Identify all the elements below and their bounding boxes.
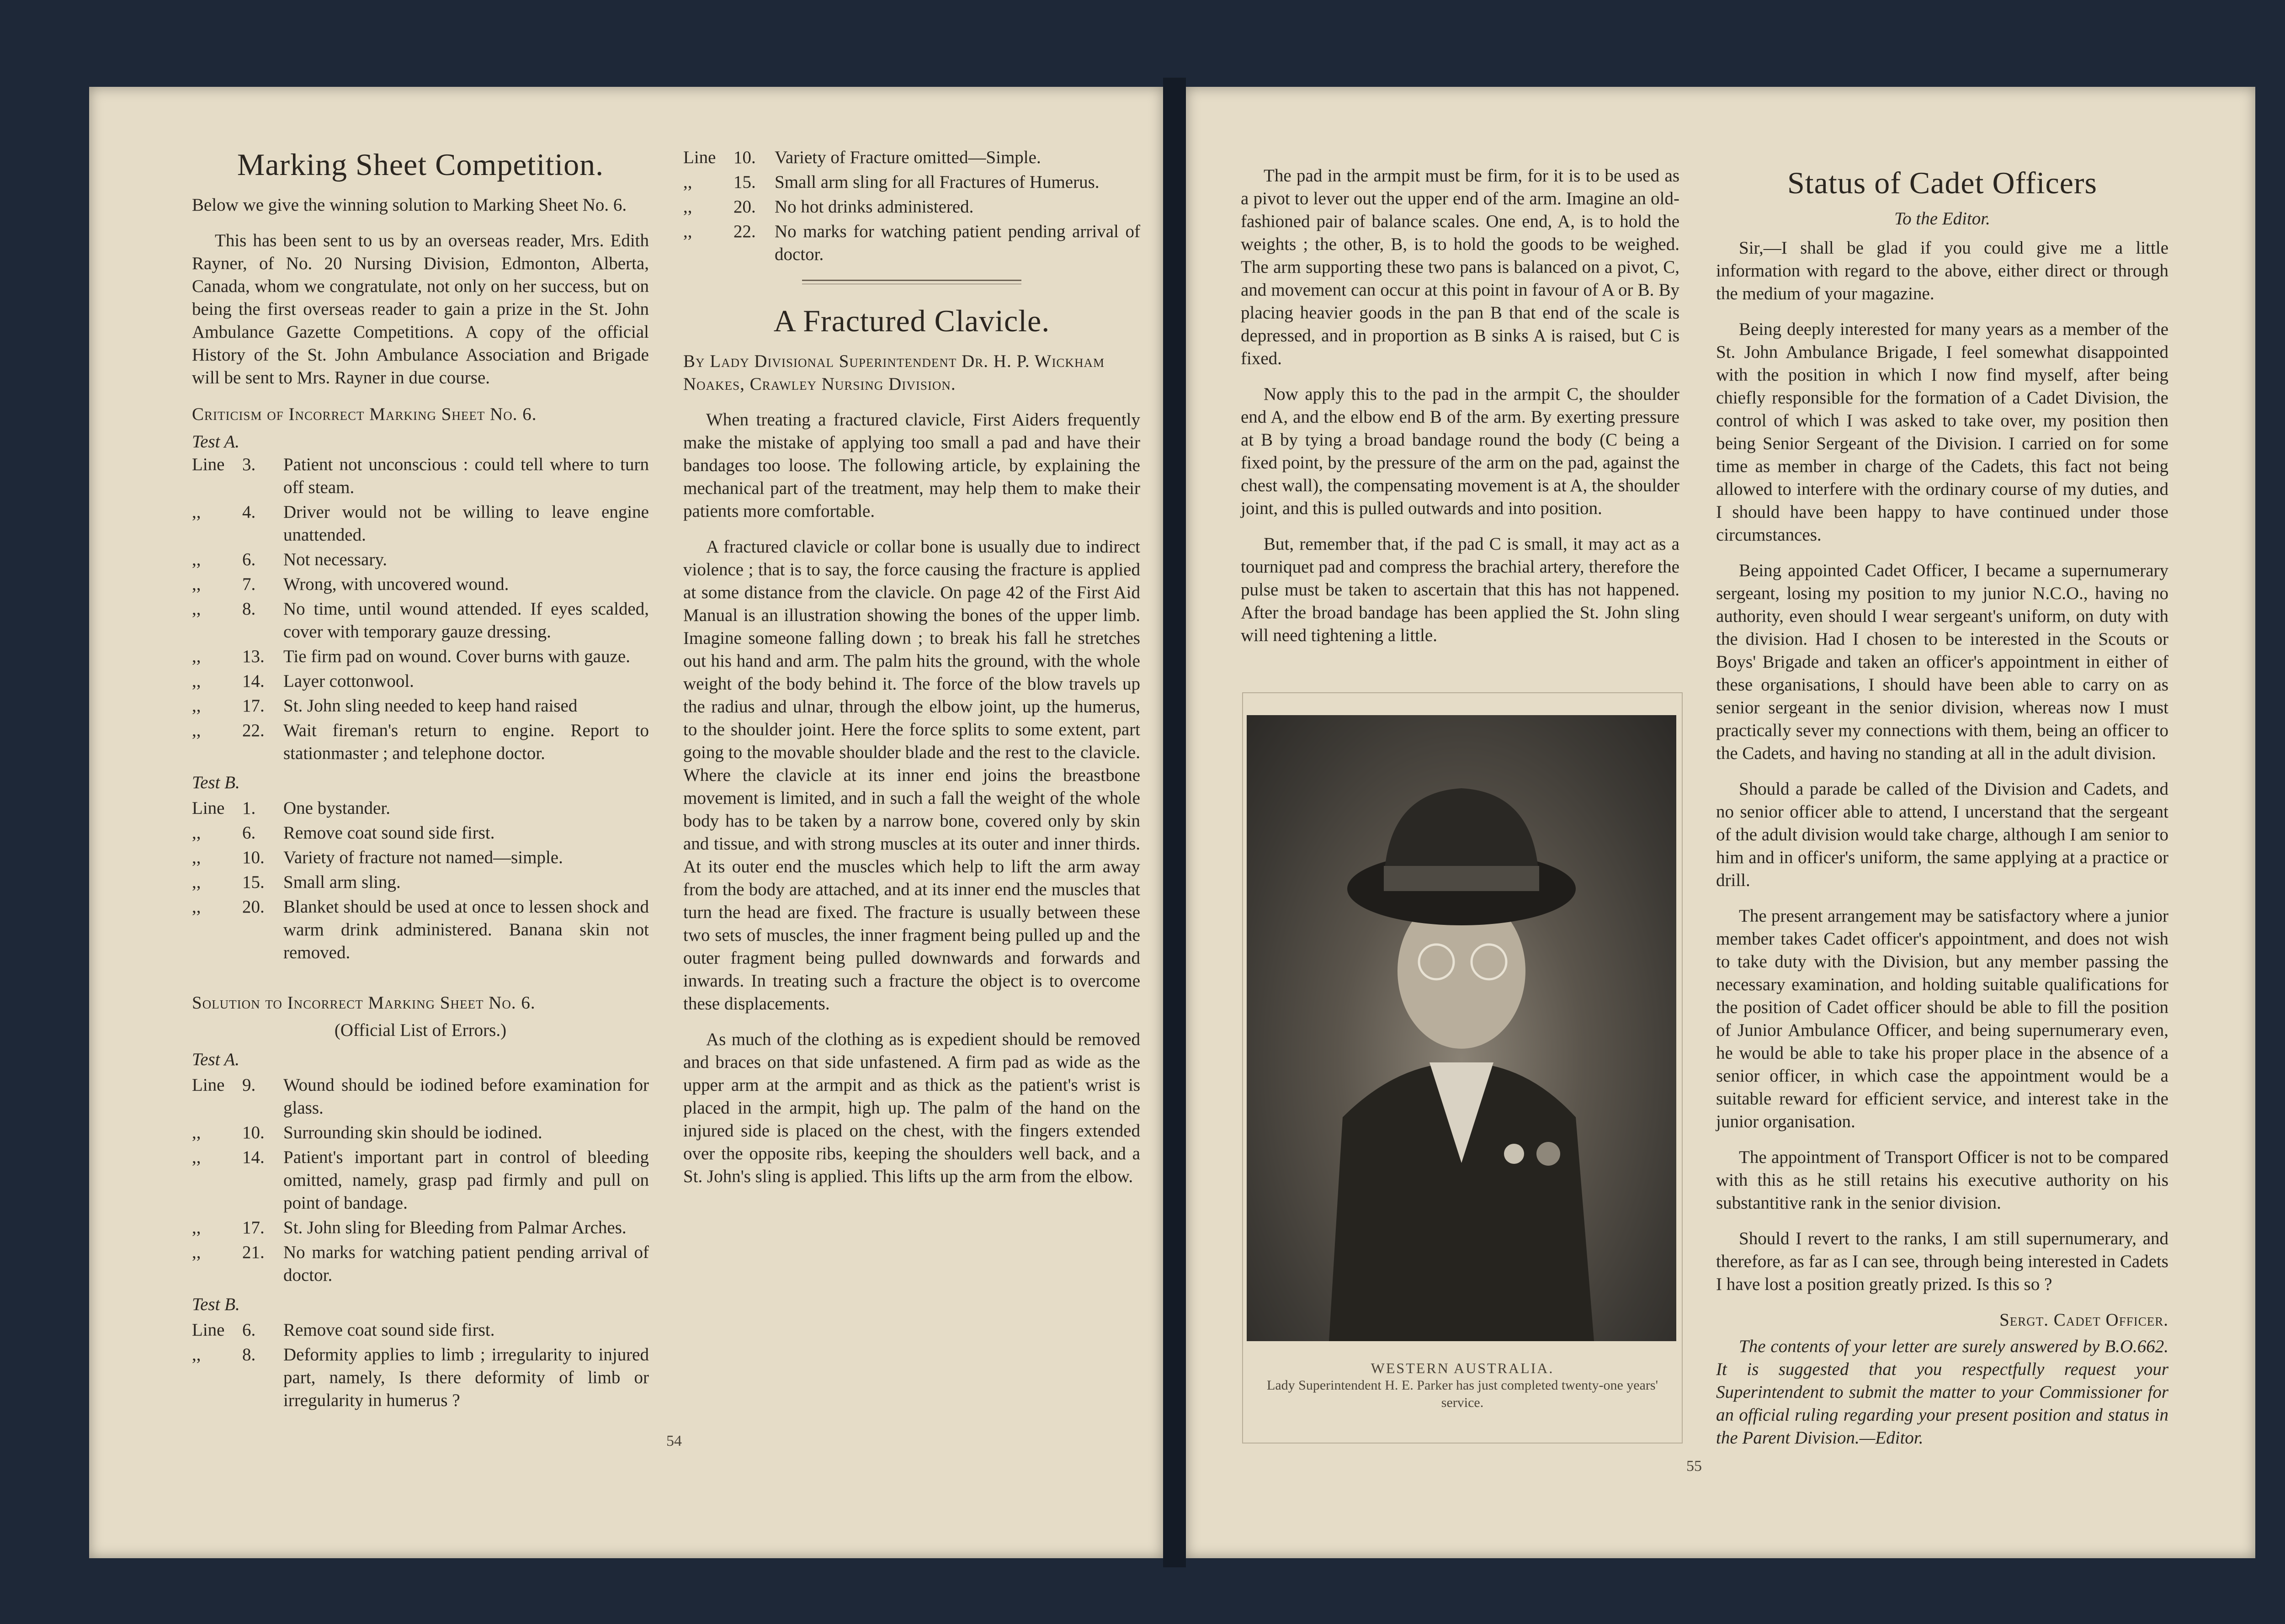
list-item xyxy=(192,797,649,820)
list-item xyxy=(192,645,649,668)
item-text: Patient's important part in control of bleeding omitted, namely, grasp pad firmly and pull on point of bandage. xyxy=(283,1147,649,1213)
page-number-right: 55 xyxy=(1686,1458,1702,1475)
item-number: 7. xyxy=(242,574,256,594)
item-number: 22. xyxy=(242,721,265,740)
item-number: 10. xyxy=(733,148,756,167)
line-prefix: ,, xyxy=(192,574,201,594)
clavicle-paragraph-3: As much of the clothing as is expedient should be removed and braces on that side unfastened. A firm pad as wide as the upper arm at the armpit and as thick as the patient's wrist is placed in the armpit, high up. The palm of the hand on the injured side is placed on the chest, with the fingers extended over the opposite ribs, keeping the shoulders well back, and a St. John's sling is applied. This lifts up the arm from the elbow. xyxy=(683,1030,1140,1186)
clavicle-title: A Fractured Clavicle. xyxy=(773,303,1050,338)
item-number: 14. xyxy=(242,1147,265,1167)
item-text: No hot drinks administered. xyxy=(775,197,974,217)
left-column-1 xyxy=(192,146,649,1414)
status-paragraph-2: Being deeply interested for many years as a member of the St. John Ambulance Brigade, I feel somewhat disappointed with the position in which I now find myself, after being chiefly responsible for the formation of a Cadet Division, the control of which I was asked to take over, my position then being Senior Sergeant of the Division. I carried on for some time as member in charge of the Cadets, this fact not being allowed to interfere with the ordinary course of my duties, and I should have been happy to have continued under those circumstances. xyxy=(1716,319,2168,545)
item-number: 17. xyxy=(242,696,265,716)
item-text: Patient not unconscious : could tell where to turn off steam. xyxy=(283,455,649,497)
item-number: 22. xyxy=(733,222,756,241)
item-number: 20. xyxy=(242,897,265,917)
list-item xyxy=(192,846,649,869)
line-prefix: ,, xyxy=(683,222,692,241)
list-item xyxy=(192,1241,649,1287)
clavicle-paragraph-2: A fractured clavicle or collar bone is usually due to indirect violence ; that is to say, the force causing the fracture is applied at some distance from the clavicle. On page 42 of the First Aid Manual is an illustration showing the bones of the upper limb. Imagine someone falling down ; to break his fall he stretches out his hand and arm. The palm hits the ground, with the whole weight of the body behind it. The force of the blow travels up the radius and ulnar, through the elbow joint, up the humerus, to the shoulder joint. Here the force splits to some extent, part going to the movable shoulder blade and the rest to the clavicle. Where the clavicle at its inner end joins the breastbone movement is limited, and in such a fall the weight of the whole body has to be taken by a narrow bone, covered only by skin and tissue, and with strong muscles at its outer and inner thirds. At its outer end the muscles which help to lift the arm away from the body are attached, and at its inner end the muscles that turn the head are fixed. The fracture is usually between these two sets of muscles, the inner fragment being pulled up and the outer fragment being pulled downwards and forwards and inwards. In treating such a fracture the object is to overcome these displacements. xyxy=(683,537,1140,1014)
status-paragraph-7: Should I revert to the ranks, I am still supernumerary, and therefore, as far as I can see, through being interested in Cadets I have lost a position greatly prized. Is this so ? xyxy=(1716,1229,2168,1294)
item-text: Tie firm pad on wound. Cover burns with gauze. xyxy=(283,647,630,666)
item-text: Deformity applies to limb ; irregularity to injured part, namely, Is there deformity of limb or irregularity in humerus ? xyxy=(283,1345,649,1410)
line-prefix: Line xyxy=(192,455,225,474)
item-text: Small arm sling. xyxy=(283,872,401,892)
line-prefix: ,, xyxy=(192,647,201,666)
letter-signoff: Sergt. Cadet Officer. xyxy=(1999,1310,2168,1330)
item-text: Remove coat sound side first. xyxy=(283,1320,495,1340)
line-prefix: Line xyxy=(192,1075,225,1095)
item-text: Variety of Fracture omitted—Simple. xyxy=(775,148,1041,167)
line-prefix: ,, xyxy=(192,1218,201,1237)
clavicle-paragraph-1: When treating a fractured clavicle, First Aiders frequently make the mistake of applying too small a pad and have their bandages too loose. The following article, by explaining the mechanical part of the treatment, may help them to make their patients more comfortable. xyxy=(683,410,1140,521)
list-item xyxy=(192,719,649,765)
test-b-label: Test B. xyxy=(192,773,240,792)
item-number: 15. xyxy=(733,172,756,192)
solution-continued-list xyxy=(683,146,1140,266)
solution-test-a-list xyxy=(192,1074,649,1287)
list-item xyxy=(192,1319,649,1342)
list-item xyxy=(192,822,649,844)
portrait-illustration xyxy=(1247,715,1676,1341)
line-prefix: Line xyxy=(192,798,225,818)
marking-intro-2: This has been sent to us by an overseas reader, Mrs. Edith Rayner, of No. 20 Nursing Division, Edmonton, Alberta, Canada, whom we congratulate, not only on her success, but on being the first overseas reader to gain a prize in the St. John Ambulance Gazette Competitions. A copy of the official History of the St. John Ambulance Association and Brigade will be sent to Mrs. Rayner in due course. xyxy=(192,231,649,387)
line-prefix: ,, xyxy=(192,1242,201,1262)
solution-subheading: (Official List of Errors.) xyxy=(334,1020,507,1040)
item-text: Wound should be iodined before examination for glass. xyxy=(283,1075,649,1118)
item-number: 1. xyxy=(242,798,256,818)
item-text: Driver would not be willing to leave engine unattended. xyxy=(283,502,649,545)
line-prefix: ,, xyxy=(192,848,201,867)
line-prefix: ,, xyxy=(192,823,201,843)
item-text: Blanket should be used at once to lessen shock and warm drink administered. Banana skin not removed. xyxy=(283,897,649,962)
line-prefix: ,, xyxy=(683,197,692,217)
item-number: 13. xyxy=(242,647,265,666)
item-number: 9. xyxy=(242,1075,256,1095)
line-prefix: ,, xyxy=(192,872,201,892)
item-number: 6. xyxy=(242,823,256,843)
caption-text: Lady Superintendent H. E. Parker has just completed twenty-one years' service. xyxy=(1267,1378,1658,1410)
list-item xyxy=(192,548,649,571)
item-number: 4. xyxy=(242,502,256,522)
clavicle-cont-paragraph-2: Now apply this to the pad in the armpit C, the shoulder end A, and the elbow end B of the arm. By exerting pressure at B by tying a broad bandage round the body (C being a fixed point, by the pressure of the arm on the pad, against the chest wall), the compensating movement is at A, the shoulder joint, and this is pulled outwards and into position. xyxy=(1241,384,1679,518)
section-divider xyxy=(802,280,1021,284)
item-text: No marks for watching patient pending arrival of doctor. xyxy=(775,222,1140,264)
list-item xyxy=(683,220,1140,266)
list-item xyxy=(192,1343,649,1412)
test-b-list xyxy=(192,797,649,964)
marking-intro-1: Below we give the winning solution to Marking Sheet No. 6. xyxy=(192,195,627,215)
marking-sheet-title: Marking Sheet Competition. xyxy=(237,147,604,182)
list-item xyxy=(192,670,649,693)
list-item xyxy=(192,1121,649,1144)
item-number: 14. xyxy=(242,671,265,691)
item-number: 8. xyxy=(242,599,256,619)
line-prefix: ,, xyxy=(192,696,201,716)
photo-caption xyxy=(1252,1359,1673,1412)
list-item xyxy=(683,196,1140,218)
status-paragraph-3: Being appointed Cadet Officer, I became a supernumerary sergeant, losing my position to my junior N.C.O., having no authority, even should I wear sergeant's uniform, on duty with the division. Had I chosen to be interested in the Scouts or Boys' Brigade and taken an officer's appointment in either of these organisations, I should have been able to carry on as senior sergeant in the senior division, whereas now I must practically sever my connections with them, being an officer to the Cadets, and having no standing at all in the adult division. xyxy=(1716,561,2168,763)
item-text: Not necessary. xyxy=(283,550,388,569)
list-item xyxy=(683,146,1140,169)
list-item xyxy=(192,501,649,547)
clavicle-byline: By Lady Divisional Superintendent Dr. H. P. Wickham Noakes, Crawley Nursing Division. xyxy=(683,351,1105,394)
line-prefix: ,, xyxy=(192,599,201,619)
status-paragraph-4: Should a parade be called of the Division and Cadets, and no senior officer able to attend, I uncerstand that the sergeant of the adult division would take charge, although I am senior to him and in officer's uniform, the same applying at a practice or drill. xyxy=(1716,779,2168,890)
line-prefix: ,, xyxy=(192,721,201,740)
line-prefix: Line xyxy=(683,148,716,167)
item-number: 10. xyxy=(242,1123,265,1142)
solution-heading: Solution to Incorrect Marking Sheet No. 6. xyxy=(192,993,536,1013)
item-number: 20. xyxy=(733,197,756,217)
item-number: 15. xyxy=(242,872,265,892)
item-number: 6. xyxy=(242,550,256,569)
book-gutter xyxy=(1163,78,1186,1567)
list-item xyxy=(192,1216,649,1239)
status-paragraph-6: The appointment of Transport Officer is not to be compared with this as he still retains his executive authority on his substantitive rank in the senior division. xyxy=(1716,1147,2168,1213)
clavicle-cont-paragraph-1: The pad in the armpit must be firm, for it is to be used as a pivot to lever out the upper end of the arm. Imagine an old-fashioned pair of balance scales. One end, A, is to hold the weights ; the other, B, is to hold the goods to be weighed. The arm supporting these two pans is balanced on a pivot, C, and movement can occur at this point in favour of A or B. By placing heavier goods in the pan B that end of the scale is depressed, and in proportion as B sinks A is raised, but C is fixed. xyxy=(1241,166,1679,368)
line-prefix: ,, xyxy=(192,1345,201,1364)
test-a-list xyxy=(192,453,649,765)
item-text: Remove coat sound side first. xyxy=(283,823,495,843)
item-number: 3. xyxy=(242,455,256,474)
status-title: Status of Cadet Officers xyxy=(1787,165,2098,200)
page-number-left: 54 xyxy=(666,1433,682,1449)
test-a-label: Test A. xyxy=(192,432,240,451)
list-item xyxy=(683,171,1140,194)
solution-test-b-list xyxy=(192,1319,649,1412)
line-prefix: ,, xyxy=(192,897,201,917)
list-item xyxy=(192,695,649,717)
item-text: Layer cottonwool. xyxy=(283,671,414,691)
caption-title: WESTERN AUSTRALIA. xyxy=(1371,1360,1554,1376)
item-text: Surrounding skin should be iodined. xyxy=(283,1123,542,1142)
item-text: No marks for watching patient pending arrival of doctor. xyxy=(283,1242,649,1285)
line-prefix: ,, xyxy=(683,172,692,192)
item-text: Small arm sling for all Fractures of Humerus. xyxy=(775,172,1100,192)
item-number: 10. xyxy=(242,848,265,867)
portrait-photo xyxy=(1247,715,1676,1341)
clavicle-cont-paragraph-3: But, remember that, if the pad C is small, it may act as a tourniquet pad and compress the brachial artery, therefore the pulse must be taken to ascertain that this has not happened. After the broad bandage has been applied the St. John sling will need tightening a little. xyxy=(1241,534,1679,645)
line-prefix: ,, xyxy=(192,671,201,691)
line-prefix: ,, xyxy=(192,1123,201,1142)
line-prefix: ,, xyxy=(192,550,201,569)
item-text: No time, until wound attended. If eyes scalded, cover with temporary gauze dressing. xyxy=(283,599,649,642)
item-number: 8. xyxy=(242,1345,256,1364)
list-item xyxy=(192,1146,649,1215)
right-column-2 xyxy=(1716,165,2168,1462)
list-item xyxy=(192,453,649,499)
item-text: One bystander. xyxy=(283,798,390,818)
editor-note: The contents of your letter are surely answered by B.O.662. It is suggested that you respectfully request your Superintendent to submit the matter to your Commissioner for an official ruling regarding your present position and status in the Parent Division.—Editor. xyxy=(1716,1337,2168,1448)
item-text: St. John sling needed to keep hand raised xyxy=(283,696,578,716)
list-item xyxy=(192,896,649,964)
list-item xyxy=(192,1074,649,1120)
item-text: Wait fireman's return to engine. Report to stationmaster ; and telephone doctor. xyxy=(283,721,649,763)
line-prefix: ,, xyxy=(192,1147,201,1167)
status-paragraph-5: The present arrangement may be satisfactory where a junior member takes Cadet officer's appointment, and does not wish to take duty with the Division, but any member passing the necessary examination, and holding suitable qualifications for the position of Cadet officer should be able to fill the position of Junior Ambulance Officer, and being supernumerary even, he would be able to take his proper place in the absence of a senior officer, in which case the appointment would be a suitable reward for efficient service, and interest take in the junior organisation. xyxy=(1716,906,2168,1131)
item-text: Variety of fracture not named—simple. xyxy=(283,848,563,867)
item-number: 17. xyxy=(242,1218,265,1237)
status-paragraph-1: Sir,—I shall be glad if you could give me a little information with regard to the above, either direct or through the medium of your magazine. xyxy=(1716,238,2168,303)
right-column-1 xyxy=(1241,165,1679,660)
line-prefix: ,, xyxy=(192,502,201,522)
list-item xyxy=(192,871,649,894)
line-prefix: Line xyxy=(192,1320,225,1340)
solution-test-b-label: Test B. xyxy=(192,1295,240,1314)
list-item xyxy=(192,573,649,596)
solution-test-a-label: Test A. xyxy=(192,1050,240,1069)
criticism-heading: Criticism of Incorrect Marking Sheet No. 6. xyxy=(192,404,537,424)
to-editor-line: To the Editor. xyxy=(1894,209,1990,228)
list-item xyxy=(192,598,649,643)
left-column-2 xyxy=(683,146,1140,1201)
item-number: 6. xyxy=(242,1320,256,1340)
item-number: 21. xyxy=(242,1242,265,1262)
item-text: St. John sling for Bleeding from Palmar Arches. xyxy=(283,1218,627,1237)
item-text: Wrong, with uncovered wound. xyxy=(283,574,509,594)
